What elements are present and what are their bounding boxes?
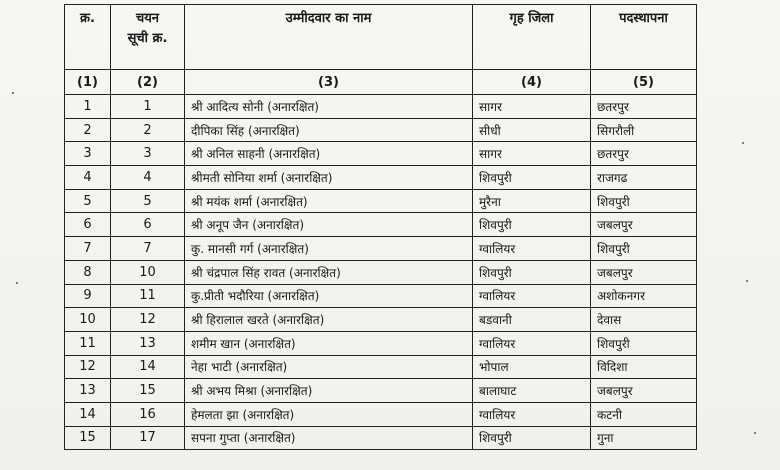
home-district-cell: शिवपुरी	[473, 213, 591, 237]
serial-number-cell: 10	[65, 308, 111, 332]
selection-number-cell: 6	[111, 213, 185, 237]
home-district-cell: मुरैना	[473, 189, 591, 213]
posting-cell: छतरपुर	[591, 142, 697, 166]
candidate-name-cell: श्री मयंक शर्मा (अनारक्षित)	[185, 189, 473, 213]
posting-cell: जबलपुर	[591, 213, 697, 237]
header-selection-list	[111, 5, 185, 70]
column-number: (1)	[65, 70, 111, 95]
home-district-cell: ग्वालियर	[473, 402, 591, 426]
selection-number-cell: 5	[111, 189, 185, 213]
header-candidate-name: उम्मीदवार का नाम	[185, 5, 473, 70]
serial-number-cell: 4	[65, 166, 111, 190]
serial-number-cell: 9	[65, 284, 111, 308]
home-district-cell: सागर	[473, 142, 591, 166]
table-row	[65, 213, 697, 237]
table-row	[65, 355, 697, 379]
column-number: (3)	[185, 70, 473, 95]
table-row	[65, 95, 697, 119]
home-district-cell: शिवपुरी	[473, 166, 591, 190]
candidate-name-cell: कु. मानसी गर्ग (अनारक्षित)	[185, 237, 473, 261]
candidate-name-cell: श्री हिरालाल खरते (अनारक्षित)	[185, 308, 473, 332]
serial-number-cell: 13	[65, 379, 111, 403]
serial-number-cell: 7	[65, 237, 111, 261]
serial-number-cell: 5	[65, 189, 111, 213]
selection-number-cell: 11	[111, 284, 185, 308]
home-district-cell: ग्वालियर	[473, 331, 591, 355]
posting-cell: गुना	[591, 426, 697, 450]
header-serial: क्र.	[65, 5, 111, 70]
candidate-name-cell: श्रीमती सोनिया शर्मा (अनारक्षित)	[185, 166, 473, 190]
table-row	[65, 284, 697, 308]
selection-number-cell: 10	[111, 260, 185, 284]
column-number: (5)	[591, 70, 697, 95]
table-row	[65, 237, 697, 261]
home-district-cell: सागर	[473, 95, 591, 119]
candidate-name-cell: दीपिका सिंह (अनारक्षित)	[185, 118, 473, 142]
candidate-name-cell: शमीम खान (अनारक्षित)	[185, 331, 473, 355]
serial-number-cell: 2	[65, 118, 111, 142]
table-row	[65, 426, 697, 450]
candidate-name-cell: कु.प्रीती भदौरिया (अनारक्षित)	[185, 284, 473, 308]
candidate-name-cell: श्री चंद्रपाल सिंह रावत (अनारक्षित)	[185, 260, 473, 284]
serial-number-cell: 1	[65, 95, 111, 119]
serial-number-cell: 11	[65, 331, 111, 355]
table-row	[65, 189, 697, 213]
home-district-cell: बडवानी	[473, 308, 591, 332]
serial-number-cell: 15	[65, 426, 111, 450]
serial-number-cell: 8	[65, 260, 111, 284]
header-row	[65, 5, 697, 70]
table-row	[65, 379, 697, 403]
candidate-name-cell: श्री अनिल साहनी (अनारक्षित)	[185, 142, 473, 166]
posting-cell: शिवपुरी	[591, 237, 697, 261]
table-row	[65, 142, 697, 166]
selection-number-cell: 14	[111, 355, 185, 379]
candidate-name-cell: श्री अभय मिश्रा (अनारक्षित)	[185, 379, 473, 403]
home-district-cell: शिवपुरी	[473, 426, 591, 450]
scan-speck	[754, 432, 756, 434]
column-number: (4)	[473, 70, 591, 95]
posting-cell: अशोकनगर	[591, 284, 697, 308]
posting-cell: सिगरौली	[591, 118, 697, 142]
candidate-name-cell: हेमलता झा (अनारक्षित)	[185, 402, 473, 426]
home-district-cell: ग्वालियर	[473, 284, 591, 308]
serial-number-cell: 6	[65, 213, 111, 237]
posting-cell: जबलपुर	[591, 379, 697, 403]
candidate-name-cell: नेहा भाटी (अनारक्षित)	[185, 355, 473, 379]
table-row	[65, 331, 697, 355]
header-selection-line2: सूची क्र.	[127, 31, 168, 46]
posting-cell: शिवपुरी	[591, 189, 697, 213]
home-district-cell: भोपाल	[473, 355, 591, 379]
selection-number-cell: 4	[111, 166, 185, 190]
selection-number-cell: 3	[111, 142, 185, 166]
scan-speck	[16, 282, 18, 284]
posting-cell: शिवपुरी	[591, 331, 697, 355]
selection-number-cell: 1	[111, 95, 185, 119]
candidate-name-cell: सपना गुप्ता (अनारक्षित)	[185, 426, 473, 450]
selection-number-cell: 2	[111, 118, 185, 142]
candidate-posting-table	[64, 4, 697, 450]
scan-speck	[742, 142, 744, 144]
scan-speck	[12, 92, 14, 94]
candidate-name-cell: श्री आदित्य सोनी (अनारक्षित)	[185, 95, 473, 119]
posting-cell: छतरपुर	[591, 95, 697, 119]
table-row	[65, 118, 697, 142]
posting-cell: विदिशा	[591, 355, 697, 379]
selection-number-cell: 7	[111, 237, 185, 261]
home-district-cell: शिवपुरी	[473, 260, 591, 284]
selection-number-cell: 12	[111, 308, 185, 332]
candidate-name-cell: श्री अनूप जैन (अनारक्षित)	[185, 213, 473, 237]
posting-cell: राजगढ	[591, 166, 697, 190]
selection-number-cell: 15	[111, 379, 185, 403]
posting-cell: जबलपुर	[591, 260, 697, 284]
serial-number-cell: 14	[65, 402, 111, 426]
header-home-district: गृह जिला	[473, 5, 591, 70]
selection-number-cell: 16	[111, 402, 185, 426]
scan-speck	[746, 280, 748, 282]
posting-cell: देवास	[591, 308, 697, 332]
selection-number-cell: 17	[111, 426, 185, 450]
table-row	[65, 260, 697, 284]
table-row	[65, 166, 697, 190]
column-number-row	[65, 70, 697, 95]
home-district-cell: ग्वालियर	[473, 237, 591, 261]
selection-number-cell: 13	[111, 331, 185, 355]
home-district-cell: बालाघाट	[473, 379, 591, 403]
home-district-cell: सीधी	[473, 118, 591, 142]
serial-number-cell: 12	[65, 355, 111, 379]
column-number: (2)	[111, 70, 185, 95]
header-selection-line1: चयन	[135, 11, 159, 26]
header-posting: पदस्थापना	[591, 5, 697, 70]
table-row	[65, 308, 697, 332]
serial-number-cell: 3	[65, 142, 111, 166]
table-row	[65, 402, 697, 426]
posting-cell: कटनी	[591, 402, 697, 426]
